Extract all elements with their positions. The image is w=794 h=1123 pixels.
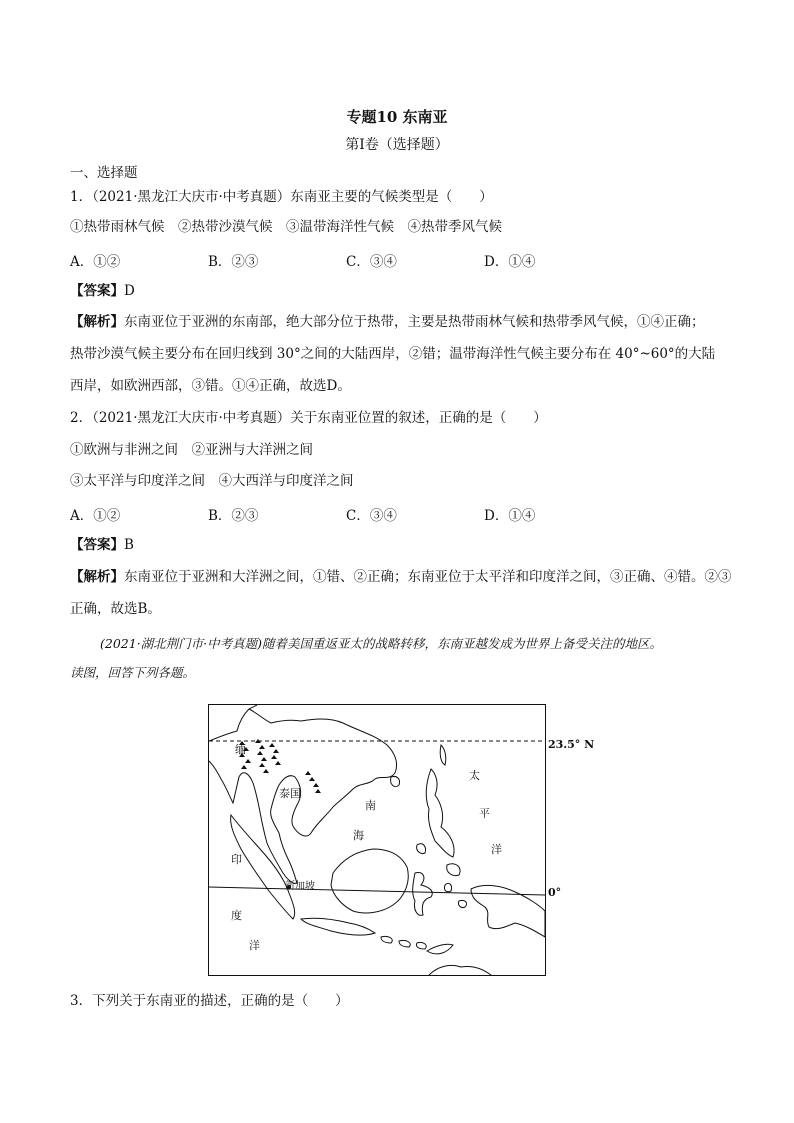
q2-analysis-label: 【解析】 bbox=[70, 569, 124, 585]
q2-answer-label: 【答案】 bbox=[70, 537, 124, 553]
southeast-asia-map bbox=[208, 704, 546, 976]
q2-items-line-2: ③太平洋与印度洋之间 ④大西洋与印度洋之间 bbox=[70, 473, 354, 489]
map-label-indian-3: 洋 bbox=[249, 939, 260, 952]
map-label-indian-2: 度 bbox=[231, 909, 242, 922]
map-label-sea-1: 南 bbox=[365, 799, 376, 812]
map-label-myanmar: 缅 bbox=[235, 743, 246, 756]
q2-answer-value: B bbox=[124, 537, 134, 553]
q3-stem: 3．下列关于东南亚的描述，正确的是（ ） bbox=[70, 993, 349, 1009]
q1-option-a: A．①② bbox=[70, 254, 121, 270]
section-heading: 一、选择题 bbox=[70, 165, 138, 181]
map-label-pacific-2: 平 bbox=[479, 807, 490, 820]
map-figure bbox=[209, 705, 545, 975]
q1-answer bbox=[70, 282, 135, 300]
q1-option-d: D．①④ bbox=[484, 254, 536, 270]
q1-items: ①热带雨林气候 ②热带沙漠气候 ③温带海洋性气候 ④热带季风气候 bbox=[70, 219, 502, 235]
map-intro-line-1: (2021·湖北荆门市·中考真题)随着美国重返亚太的战略转移，东南亚越发成为世界上备受关注的地区。 bbox=[100, 636, 663, 651]
q2-option-d: D．①④ bbox=[484, 508, 536, 524]
q1-analysis-label: 【解析】 bbox=[70, 314, 124, 330]
q1-stem: 1．（2021·黑龙江大庆市·中考真题）东南亚主要的气候类型是（ ） bbox=[70, 189, 493, 205]
map-label-sea-2: 海 bbox=[353, 829, 364, 842]
map-label-pacific-3: 洋 bbox=[491, 843, 502, 856]
q1-answer-label: 【答案】 bbox=[70, 283, 124, 299]
page-title: 专题10 东南亚 bbox=[346, 108, 448, 126]
q2-items-line-1: ①欧洲与非洲之间 ②亚洲与大洋洲之间 bbox=[70, 442, 313, 458]
q1-analysis-line-1 bbox=[70, 313, 705, 331]
q1-answer-value: D bbox=[124, 283, 135, 299]
q1-analysis-line-3: 西岸，如欧洲西部，③错。①④正确，故选D。 bbox=[70, 378, 351, 394]
q2-answer bbox=[70, 536, 134, 554]
map-intro-line-2: 读图，回答下列各题。 bbox=[70, 665, 196, 680]
q1-analysis-line-2: 热带沙漠气候主要分布在回归线到 30°之间的大陆西岸，②错；温带海洋性气候主要分布在 40°~60°的大陆 bbox=[70, 346, 716, 362]
equator-line bbox=[209, 887, 545, 895]
map-label-pacific-1: 太 bbox=[469, 769, 480, 782]
q2-option-b: B．②③ bbox=[208, 508, 259, 524]
q2-stem: 2．（2021·黑龙江大庆市·中考真题）关于东南亚位置的叙述，正确的是（ ） bbox=[70, 410, 547, 426]
q1-option-c: C．③④ bbox=[346, 254, 397, 270]
q1-analysis-text-1: 东南亚位于亚洲的东南部，绝大部分位于热带，主要是热带雨林气候和热带季风气候，①④正确； bbox=[124, 314, 705, 330]
map-label-tropic: 23.5° N bbox=[548, 738, 595, 751]
q2-option-c: C．③④ bbox=[346, 508, 397, 524]
map-label-thailand: 泰国 bbox=[279, 787, 301, 800]
map-label-equator: 0° bbox=[548, 886, 562, 899]
q2-analysis-text-1: 东南亚位于亚洲和大洋洲之间，①错、②正确；东南亚位于太平洋和印度洋之间，③正确、④错。②③ bbox=[124, 569, 732, 585]
q2-analysis-line-1 bbox=[70, 568, 732, 586]
q2-option-a: A．①② bbox=[70, 508, 121, 524]
map-label-singapore: 新加坡 bbox=[285, 881, 315, 892]
page-subtitle: 第I卷（选择题） bbox=[345, 137, 449, 153]
q2-analysis-line-2: 正确，故选B。 bbox=[70, 601, 161, 617]
q1-option-b: B．②③ bbox=[208, 254, 259, 270]
map-label-indian-1: 印 bbox=[231, 853, 242, 866]
